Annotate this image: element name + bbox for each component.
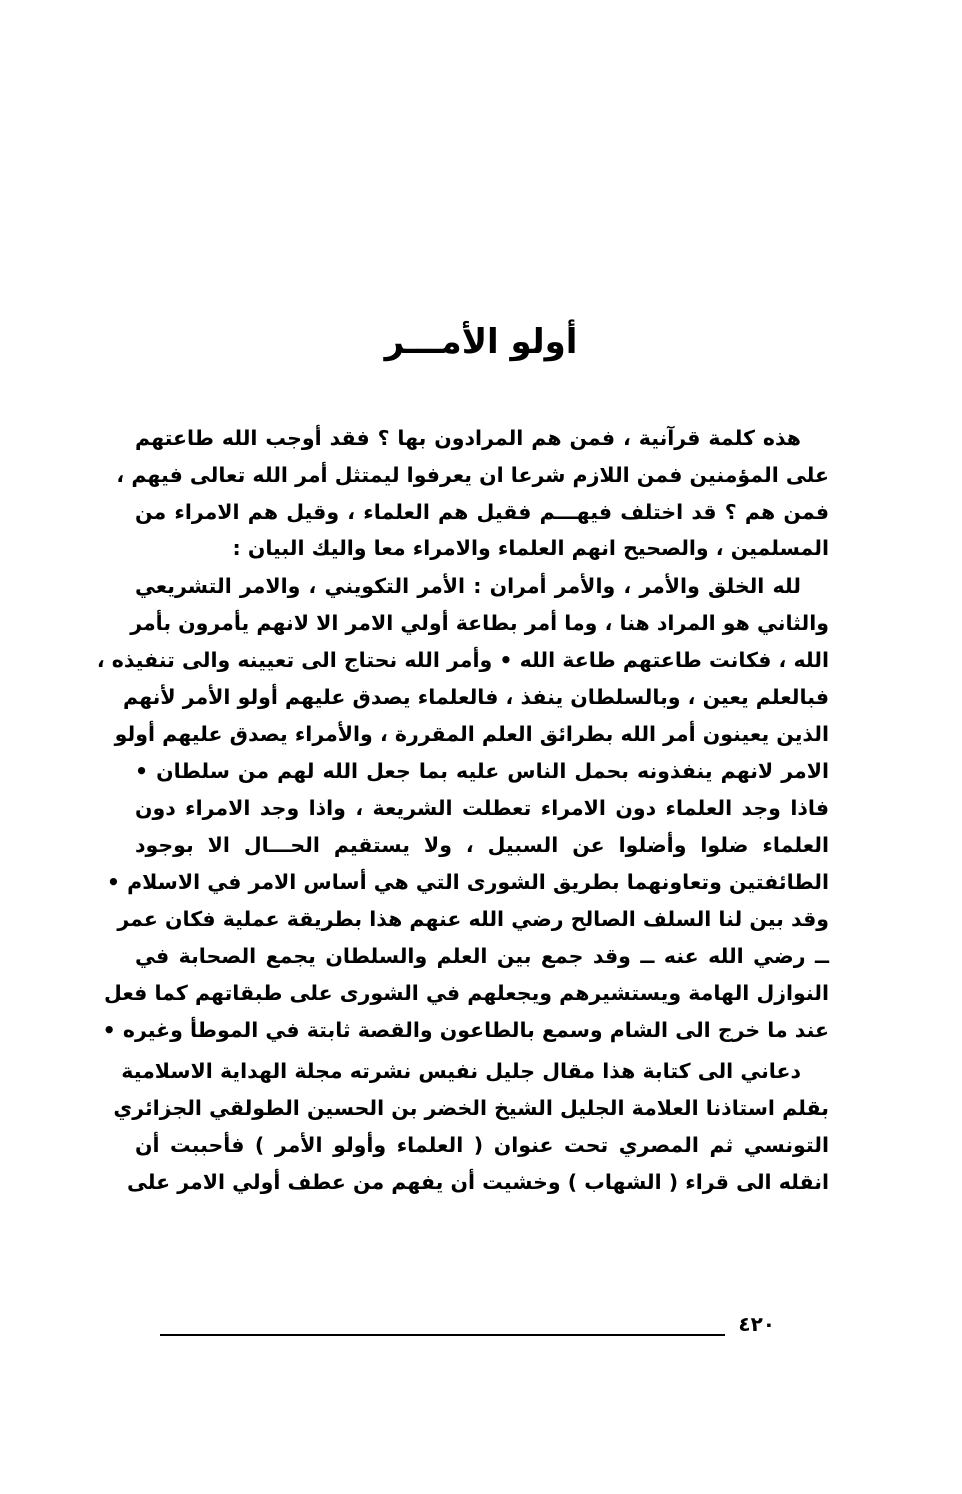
page-title: أولو الأمـــر (384, 322, 578, 362)
page-number: ٤٢٠ (738, 1312, 775, 1336)
text-line: والثاني هو المراد هنا ، وما أمر بطاعة أولي الامر الا لانهم يأمرون بأمر (130, 611, 829, 635)
text-line: النوازل الهامة ويستشيرهم ويجعلهم في الشورى على طبقاتهم كما فعل (104, 981, 829, 1005)
text-line: الامر لانهم ينفذونه بحمل الناس عليه بما جعل الله لهم من سلطان • (135, 759, 829, 783)
text-line: ــ رضي الله عنه ــ وقد جمع بين العلم والسلطان يجمع الصحابة في (135, 944, 829, 968)
text-line: وقد بين لنا السلف الصالح رضي الله عنهم هذا بطريقة عملية فكان عمر (117, 907, 829, 931)
text-line: بقلم استاذنا العلامة الجليل الشيخ الخضر بن الحسين الطولقي الجزائري (113, 1096, 829, 1120)
text-line: هذه كلمة قرآنية ، فمن هم المرادون بها ؟ فقد أوجب الله طاعتهم (135, 426, 801, 450)
text-line: التونسي ثم المصري تحت عنوان ( العلماء وأولو الأمر ) فأحببت أن (135, 1133, 829, 1157)
text-line: عند ما خرج الى الشام وسمع بالطاعون والقصة ثابتة في الموطأ وغيره • (102, 1018, 829, 1042)
text-line: فاذا وجد العلماء دون الامراء تعطلت الشريعة ، واذا وجد الامراء دون (135, 796, 829, 820)
text-line: فبالعلم يعين ، وبالسلطان ينفذ ، فالعلماء يصدق عليهم أولو الأمر لأنهم (123, 685, 829, 709)
text-line: الطائفتين وتعاونهما بطريق الشورى التي هي أساس الامر في الاسلام • (106, 870, 829, 894)
text-line: العلماء ضلوا وأضلوا عن السبيل ، ولا يستقيم الحـــال الا بوجود (135, 833, 829, 857)
text-line: الله ، فكانت طاعتهم طاعة الله • وأمر الله نحتاج الى تعيينه والى تنفيذه ، (96, 648, 829, 672)
footer-rule (160, 1334, 725, 1336)
text-line: لله الخلق والأمر ، والأمر أمران : الأمر التكويني ، والامر التشريعي (135, 574, 801, 598)
text-line: الذين يعينون أمر الله بطرائق العلم المقررة ، والأمراء يصدق عليهم أولو (114, 722, 829, 746)
text-line: على المؤمنين فمن اللازم شرعا ان يعرفوا ليمتثل أمر الله تعالى فيهم ، (116, 463, 829, 487)
text-line: انقله الى قراء ( الشهاب ) وخشيت أن يفهم من عطف أولي الامر على (127, 1170, 829, 1194)
text-line: المسلمين ، والصحيح انهم العلماء والامراء معا واليك البيان : (232, 536, 829, 560)
text-line: فمن هم ؟ قد اختلف فيهـــم فقيل هم العلماء ، وقيل هم الامراء من (135, 500, 829, 524)
text-line: دعاني الى كتابة هذا مقال جليل نفيس نشرته مجلة الهداية الاسلامية (121, 1059, 801, 1083)
